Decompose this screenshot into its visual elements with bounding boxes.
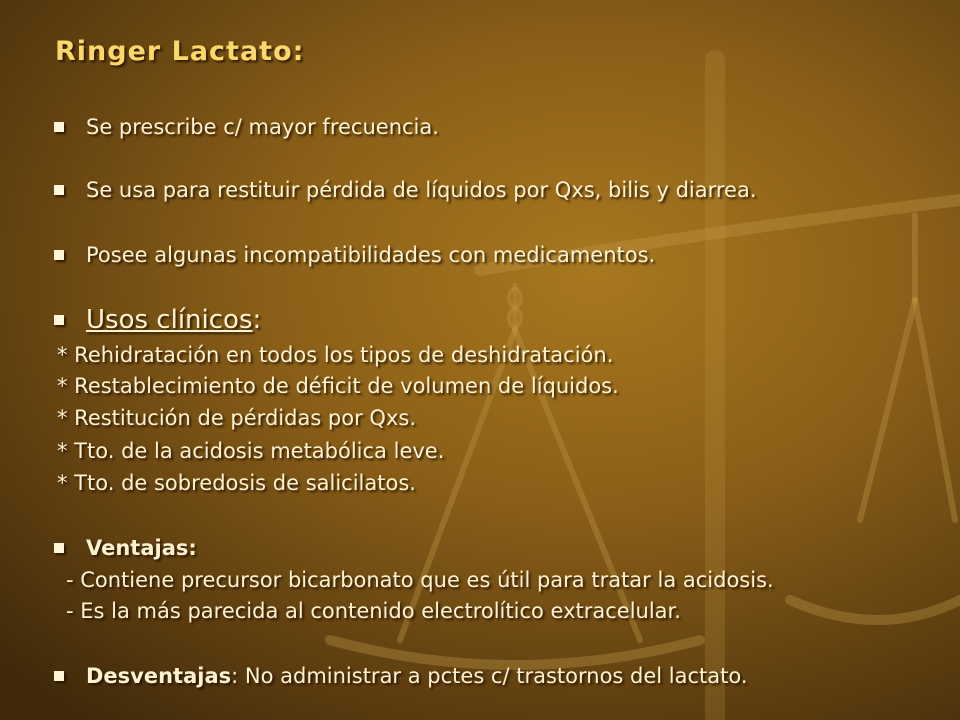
- bullet-item-prescription: [54, 112, 439, 142]
- bullet-item-incompatibilities: [54, 240, 655, 270]
- bullet-text: Se prescribe c/ mayor frecuencia.: [86, 115, 439, 139]
- bullet-text: Posee algunas incompatibilidades con medicamentos.: [86, 243, 656, 267]
- bullet-item-usage: [54, 175, 757, 205]
- bullet-square-icon: [54, 122, 64, 132]
- usos-item-acidosis: * Tto. de la acidosis metabólica leve.: [57, 439, 445, 463]
- desventajas-text: : No administrar a pctes c/ trastornos del lactato.: [231, 664, 748, 688]
- usos-item-salicilatos: * Tto. de sobredosis de salicilatos.: [57, 471, 416, 495]
- slide-title: Ringer Lactato:: [55, 36, 305, 67]
- usos-item-rehidratacion: * Rehidratación en todos los tipos de deshidratación.: [57, 343, 614, 367]
- bullet-square-icon: [54, 185, 64, 195]
- bullet-square-icon: [54, 543, 64, 553]
- ventajas-heading: Ventajas:: [86, 536, 197, 560]
- usos-item-restitucion: * Restitución de pérdidas por Qxs.: [57, 406, 416, 430]
- usos-item-restablecimiento: * Restablecimiento de déficit de volumen de líquidos.: [57, 374, 619, 398]
- bullet-square-icon: [54, 315, 64, 325]
- bullet-square-icon: [54, 250, 64, 260]
- desventajas-heading: Desventajas: [86, 664, 232, 688]
- usos-heading: Usos clínicos: [86, 305, 253, 335]
- bullet-item-ventajas: [54, 533, 197, 563]
- bullet-square-icon: [54, 671, 64, 681]
- ventajas-item-electrolitico: - Es la más parecida al contenido electrolítico extracelular.: [66, 599, 681, 623]
- ventajas-item-bicarbonato: - Contiene precursor bicarbonato que es útil para tratar la acidosis.: [66, 568, 774, 592]
- bullet-text: Se usa para restituir pérdida de líquidos por Qxs, bilis y diarrea.: [86, 178, 757, 202]
- bullet-item-desventajas: [54, 661, 748, 691]
- usos-colon: :: [252, 305, 262, 335]
- bullet-item-usos-clinicos: [54, 305, 261, 335]
